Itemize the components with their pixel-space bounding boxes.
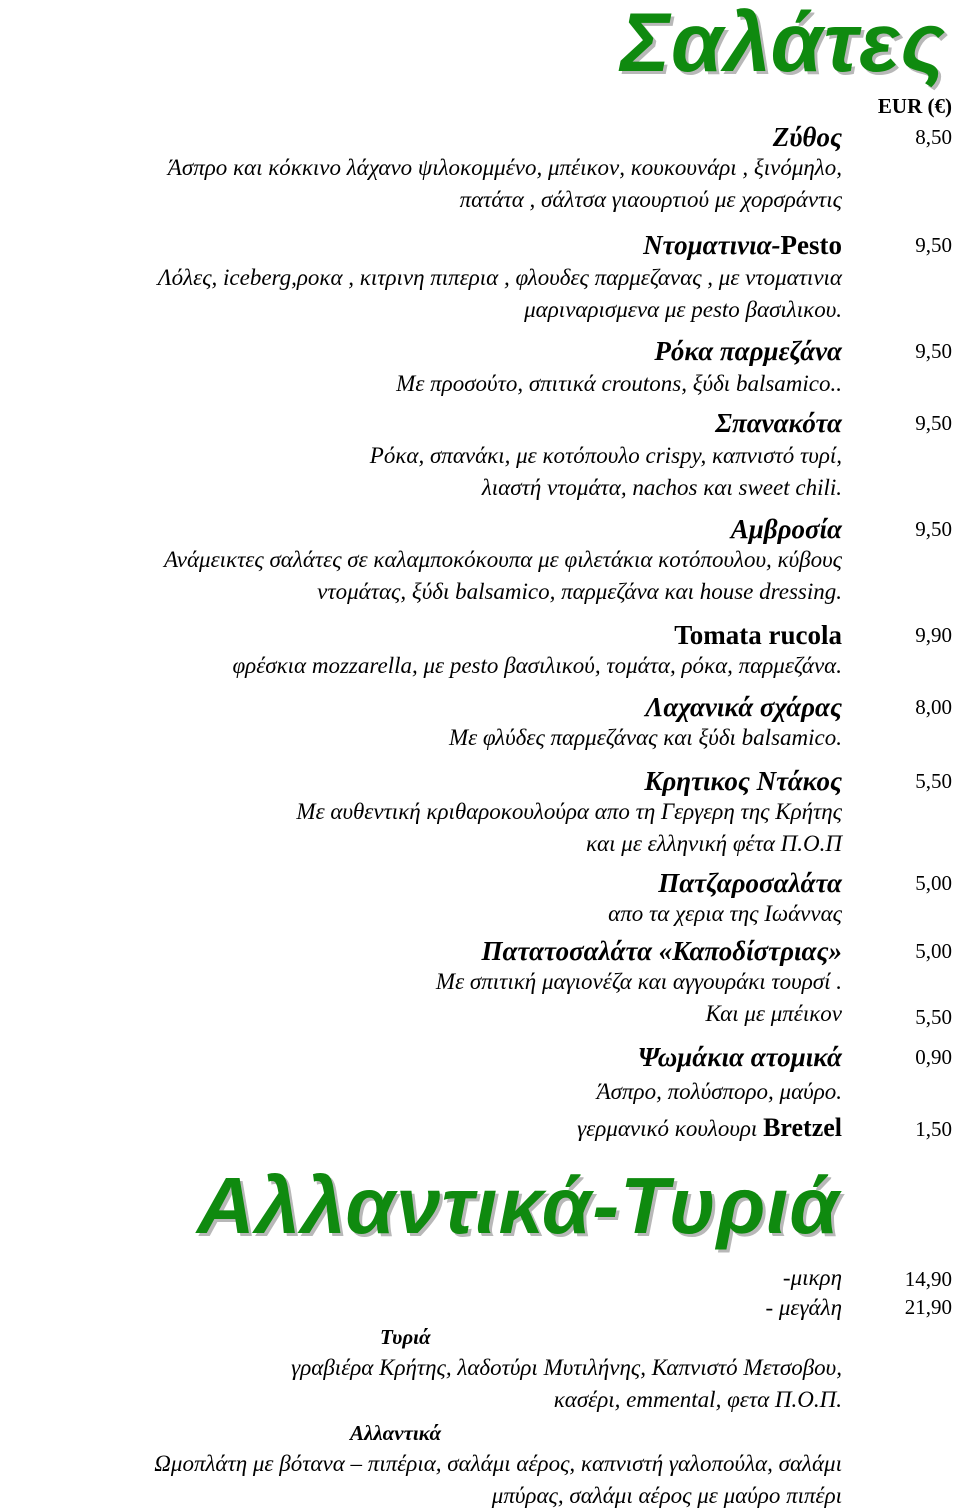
item-name: Λαχανικά σχάρας [645, 692, 842, 722]
item-variant-price: 1,50 [915, 1117, 952, 1141]
size-small-price: 14,90 [904, 1267, 952, 1291]
cheese-description: κασέρι, emmental, φετα Π.Ο.Π. [553, 1387, 842, 1412]
item-name: Κρητικος Ντάκος [644, 766, 842, 796]
item-description: Άσπρο, πολύσπορο, μαύρο. [596, 1079, 842, 1104]
item-variant-price: 5,50 [915, 1005, 952, 1029]
item-price: 5,00 [915, 939, 952, 963]
item-price: 9,50 [915, 411, 952, 435]
cheese-description: γραβιέρα Κρήτης, λαδοτύρι Μυτιλήνης, Καπνιστό Μετσοβου, [291, 1355, 842, 1380]
salads-title: Σαλάτες [620, 0, 946, 89]
item-price: 9,50 [915, 339, 952, 363]
meat-heading: Αλλαντικά [350, 1421, 442, 1445]
item-description: Ανάμεικτες σαλάτες σε καλαμποκόκουπα με φιλετάκια κοτόπουλου, κύβους [163, 547, 842, 572]
cheese-heading: Τυριά [380, 1325, 431, 1349]
item-variant: γερμανικό κουλουρι Bretzel [577, 1113, 842, 1142]
item-variant: Και με μπέικον [705, 1001, 842, 1026]
item-description: Με προσούτο, σπιτικά croutons, ξύδι balsamico.. [396, 371, 842, 396]
item-description: απο τα χερια της Ιωάννας [608, 901, 842, 926]
size-large-label: - μεγάλη [765, 1295, 842, 1320]
item-price: 8,50 [915, 125, 952, 149]
item-price: 8,00 [915, 695, 952, 719]
item-description: Άσπρο και κόκκινο λάχανο ψιλοκομμένο, μπέικον, κουκουνάρι , ξινόμηλο, [167, 155, 842, 180]
item-price: 9,50 [915, 233, 952, 257]
item-description: λιαστή ντομάτα, nachos και sweet chili. [481, 475, 842, 500]
item-name: Ζύθος [772, 122, 842, 152]
meat-description: Ωμοπλάτη με βότανα – πιπέρια, σαλάμι αέρος, καπνιστή γαλοπούλα, σαλάμι [154, 1451, 842, 1476]
item-description: ντομάτας, ξύδι balsamico, παρμεζάνα και house dressing. [317, 579, 842, 604]
item-price: 9,90 [915, 623, 952, 647]
item-description: Με σπιτική μαγιονέζα και αγγουράκι τουρσί . [435, 969, 842, 994]
item-description: Ρόκα, σπανάκι, με κοτόπουλο crispy, καπνιστό τυρί, [369, 443, 842, 468]
meat-description: μπύρας, σαλάμι αέρος με μαύρο πιπέρι [491, 1483, 842, 1508]
item-name: Tomata rucola [674, 620, 842, 650]
item-name: Σπανακότα [715, 408, 842, 438]
cold-cuts-title: Αλλαντικά-Τυριά [196, 1161, 840, 1250]
item-description: φρέσκια mozzarella, με pesto βασιλικού, τομάτα, ρόκα, παρμεζάνα. [232, 653, 842, 678]
item-price: 9,50 [915, 517, 952, 541]
item-name: Αμβροσία [730, 514, 842, 544]
item-price: 0,90 [915, 1045, 952, 1069]
size-small-label: -μικρη [782, 1265, 842, 1290]
item-description: Με φλύδες παρμεζάνας και ξύδι balsamico. [448, 725, 842, 750]
item-name: Πατατοσαλάτα «Καποδίστριας» [481, 936, 842, 966]
item-description: Λόλες, iceberg,ροκα , κιτρινη πιπερια , φλουδες παρμεζανας , με ντοματινια [157, 265, 842, 290]
currency-label: EUR (€) [877, 94, 952, 118]
item-description: Με αυθεντική κριθαροκουλούρα απο τη Γεργερη της Κρήτης [296, 799, 842, 824]
item-price: 5,00 [915, 871, 952, 895]
item-description: μαριναρισμενα με pesto βασιλικου. [524, 297, 842, 322]
item-description: πατάτα , σάλτσα γιαουρτιού με χορσράντις [459, 187, 842, 212]
item-name: Πατζαροσαλάτα [658, 868, 842, 898]
item-name: Ρόκα παρμεζάνα [654, 336, 842, 366]
item-description: και με ελληνική φέτα Π.Ο.Π [586, 831, 842, 856]
item-name: Ψωμάκια ατομικά [637, 1042, 842, 1072]
size-large-price: 21,90 [904, 1295, 952, 1319]
item-name: Ντοματινια-Pesto [643, 230, 842, 260]
item-price: 5,50 [915, 769, 952, 793]
